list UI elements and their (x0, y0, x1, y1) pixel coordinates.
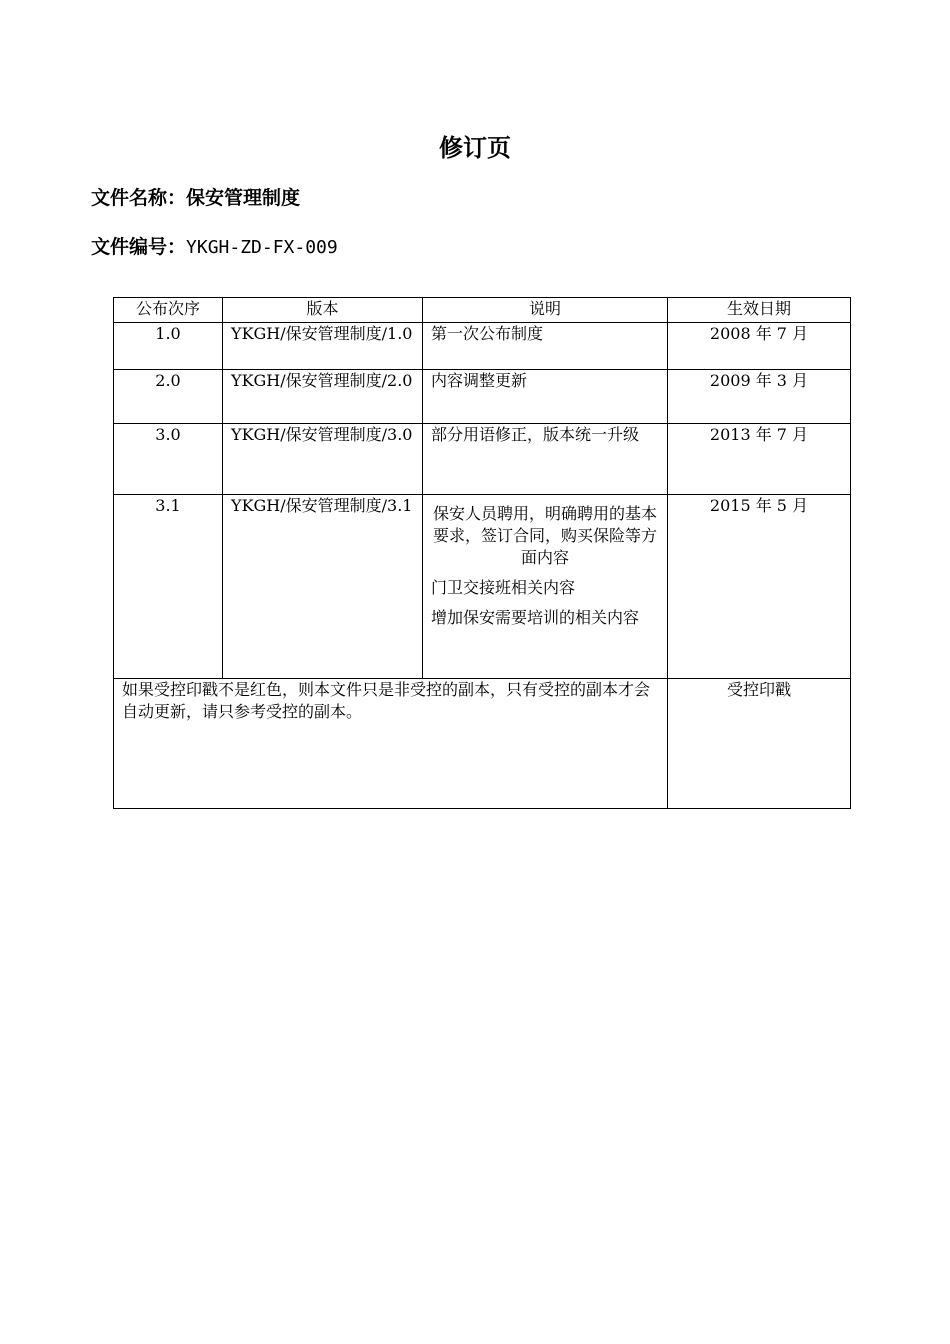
table-row (114, 370, 851, 424)
description-item: 内容调整更新 (431, 371, 528, 390)
row-order: 3.0 (114, 424, 223, 495)
row-version: YKGH/保安管理制度/2.0 (223, 370, 423, 424)
revision-table (113, 297, 851, 809)
row-version: YKGH/保安管理制度/3.1 (223, 495, 423, 679)
row-order: 3.1 (114, 495, 223, 679)
header-version: 版本 (223, 298, 423, 323)
row-effective-date: 2009 年 3 月 (668, 370, 851, 424)
row-effective-date: 2013 年 7 月 (668, 424, 851, 495)
row-effective-date: 2015 年 5 月 (668, 495, 851, 679)
row-version: YKGH/保安管理制度/3.0 (223, 424, 423, 495)
file-code-value: YKGH-ZD-FX-009 (186, 237, 338, 258)
table-row (114, 495, 851, 679)
row-version: YKGH/保安管理制度/1.0 (223, 323, 423, 370)
table-row (114, 323, 851, 370)
header-effective-date: 生效日期 (668, 298, 851, 323)
file-code-line (91, 233, 338, 262)
table-footer-row (114, 679, 851, 809)
description-item: 第一次公布制度 (431, 324, 544, 343)
header-description: 说明 (423, 298, 668, 323)
row-order: 1.0 (114, 323, 223, 370)
description-item: 门卫交接班相关内容 (431, 578, 576, 597)
file-code-label: 文件编号： (91, 236, 187, 258)
row-description (423, 370, 668, 424)
row-description (423, 424, 668, 495)
header-order: 公布次序 (114, 298, 223, 323)
file-name-line (91, 184, 300, 212)
row-description (423, 323, 668, 370)
file-name-value: 保安管理制度 (186, 187, 301, 209)
table-row (114, 424, 851, 495)
row-description (423, 495, 668, 679)
description-item: 部分用语修正，版本统一升级 (431, 425, 640, 444)
controlled-copy-note: 如果受控印戳不是红色，则本文件只是非受控的副本，只有受控的副本才会自动更新，请只参考受控的副本。 (114, 679, 668, 809)
page-title: 修订页 (439, 133, 511, 162)
controlled-stamp-label: 受控印戳 (668, 679, 851, 809)
description-item: 增加保安需要培训的相关内容 (431, 608, 640, 627)
description-item: 保安人员聘用，明确聘用的基本要求，签订合同，购买保险等方面内容 (432, 504, 657, 567)
file-name-label: 文件名称： (91, 187, 187, 209)
table-header-row (114, 298, 851, 323)
row-effective-date: 2008 年 7 月 (668, 323, 851, 370)
row-order: 2.0 (114, 370, 223, 424)
